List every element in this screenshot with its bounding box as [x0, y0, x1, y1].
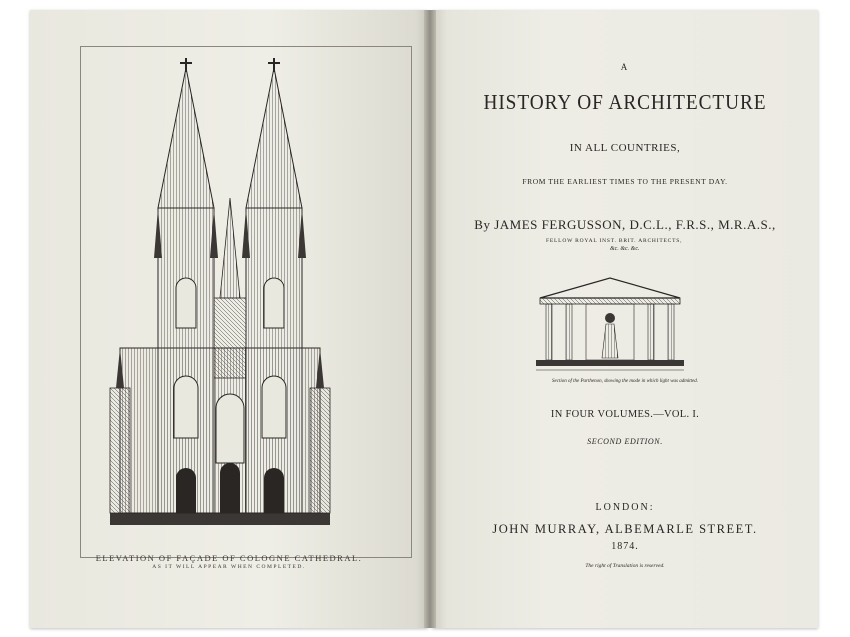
author-fellowship: FELLOW ROYAL INST. BRIT. ARCHITECTS, [546, 238, 683, 244]
cologne-cathedral-engraving [80, 58, 350, 528]
plate-caption: ELEVATION OF FAÇADE OF COLOGNE CATHEDRAL. [95, 553, 363, 563]
rights-notice: The right of Translation is reserved. [585, 563, 665, 569]
imprint-city: LONDON: [595, 502, 655, 513]
imprint-year: 1874. [611, 541, 639, 552]
title-article: A [620, 62, 630, 72]
author-line: By JAMES FERGUSSON, D.C.L., F.R.S., M.R.A.S., [474, 217, 776, 232]
imprint-publisher: JOHN MURRAY, ALBEMARLE STREET. [492, 522, 758, 536]
parthenon-section-vignette [536, 276, 684, 374]
plate-subcaption: AS IT WILL APPEAR WHEN COMPLETED. [152, 564, 306, 570]
book-period: FROM THE EARLIEST TIMES TO THE PRESENT DAY. [522, 177, 728, 186]
book-subtitle: IN ALL COUNTRIES, [569, 142, 681, 154]
volumes-line: IN FOUR VOLUMES.—VOL. I. [550, 409, 700, 420]
edition-line: SECOND EDITION. [587, 437, 663, 446]
author-etc: &c. &c. &c. [610, 246, 640, 252]
book-title: HISTORY OF ARCHITECTURE [483, 90, 767, 114]
vignette-caption: Section of the Parthenon, showing the mode in which light was admitted. [552, 379, 698, 384]
